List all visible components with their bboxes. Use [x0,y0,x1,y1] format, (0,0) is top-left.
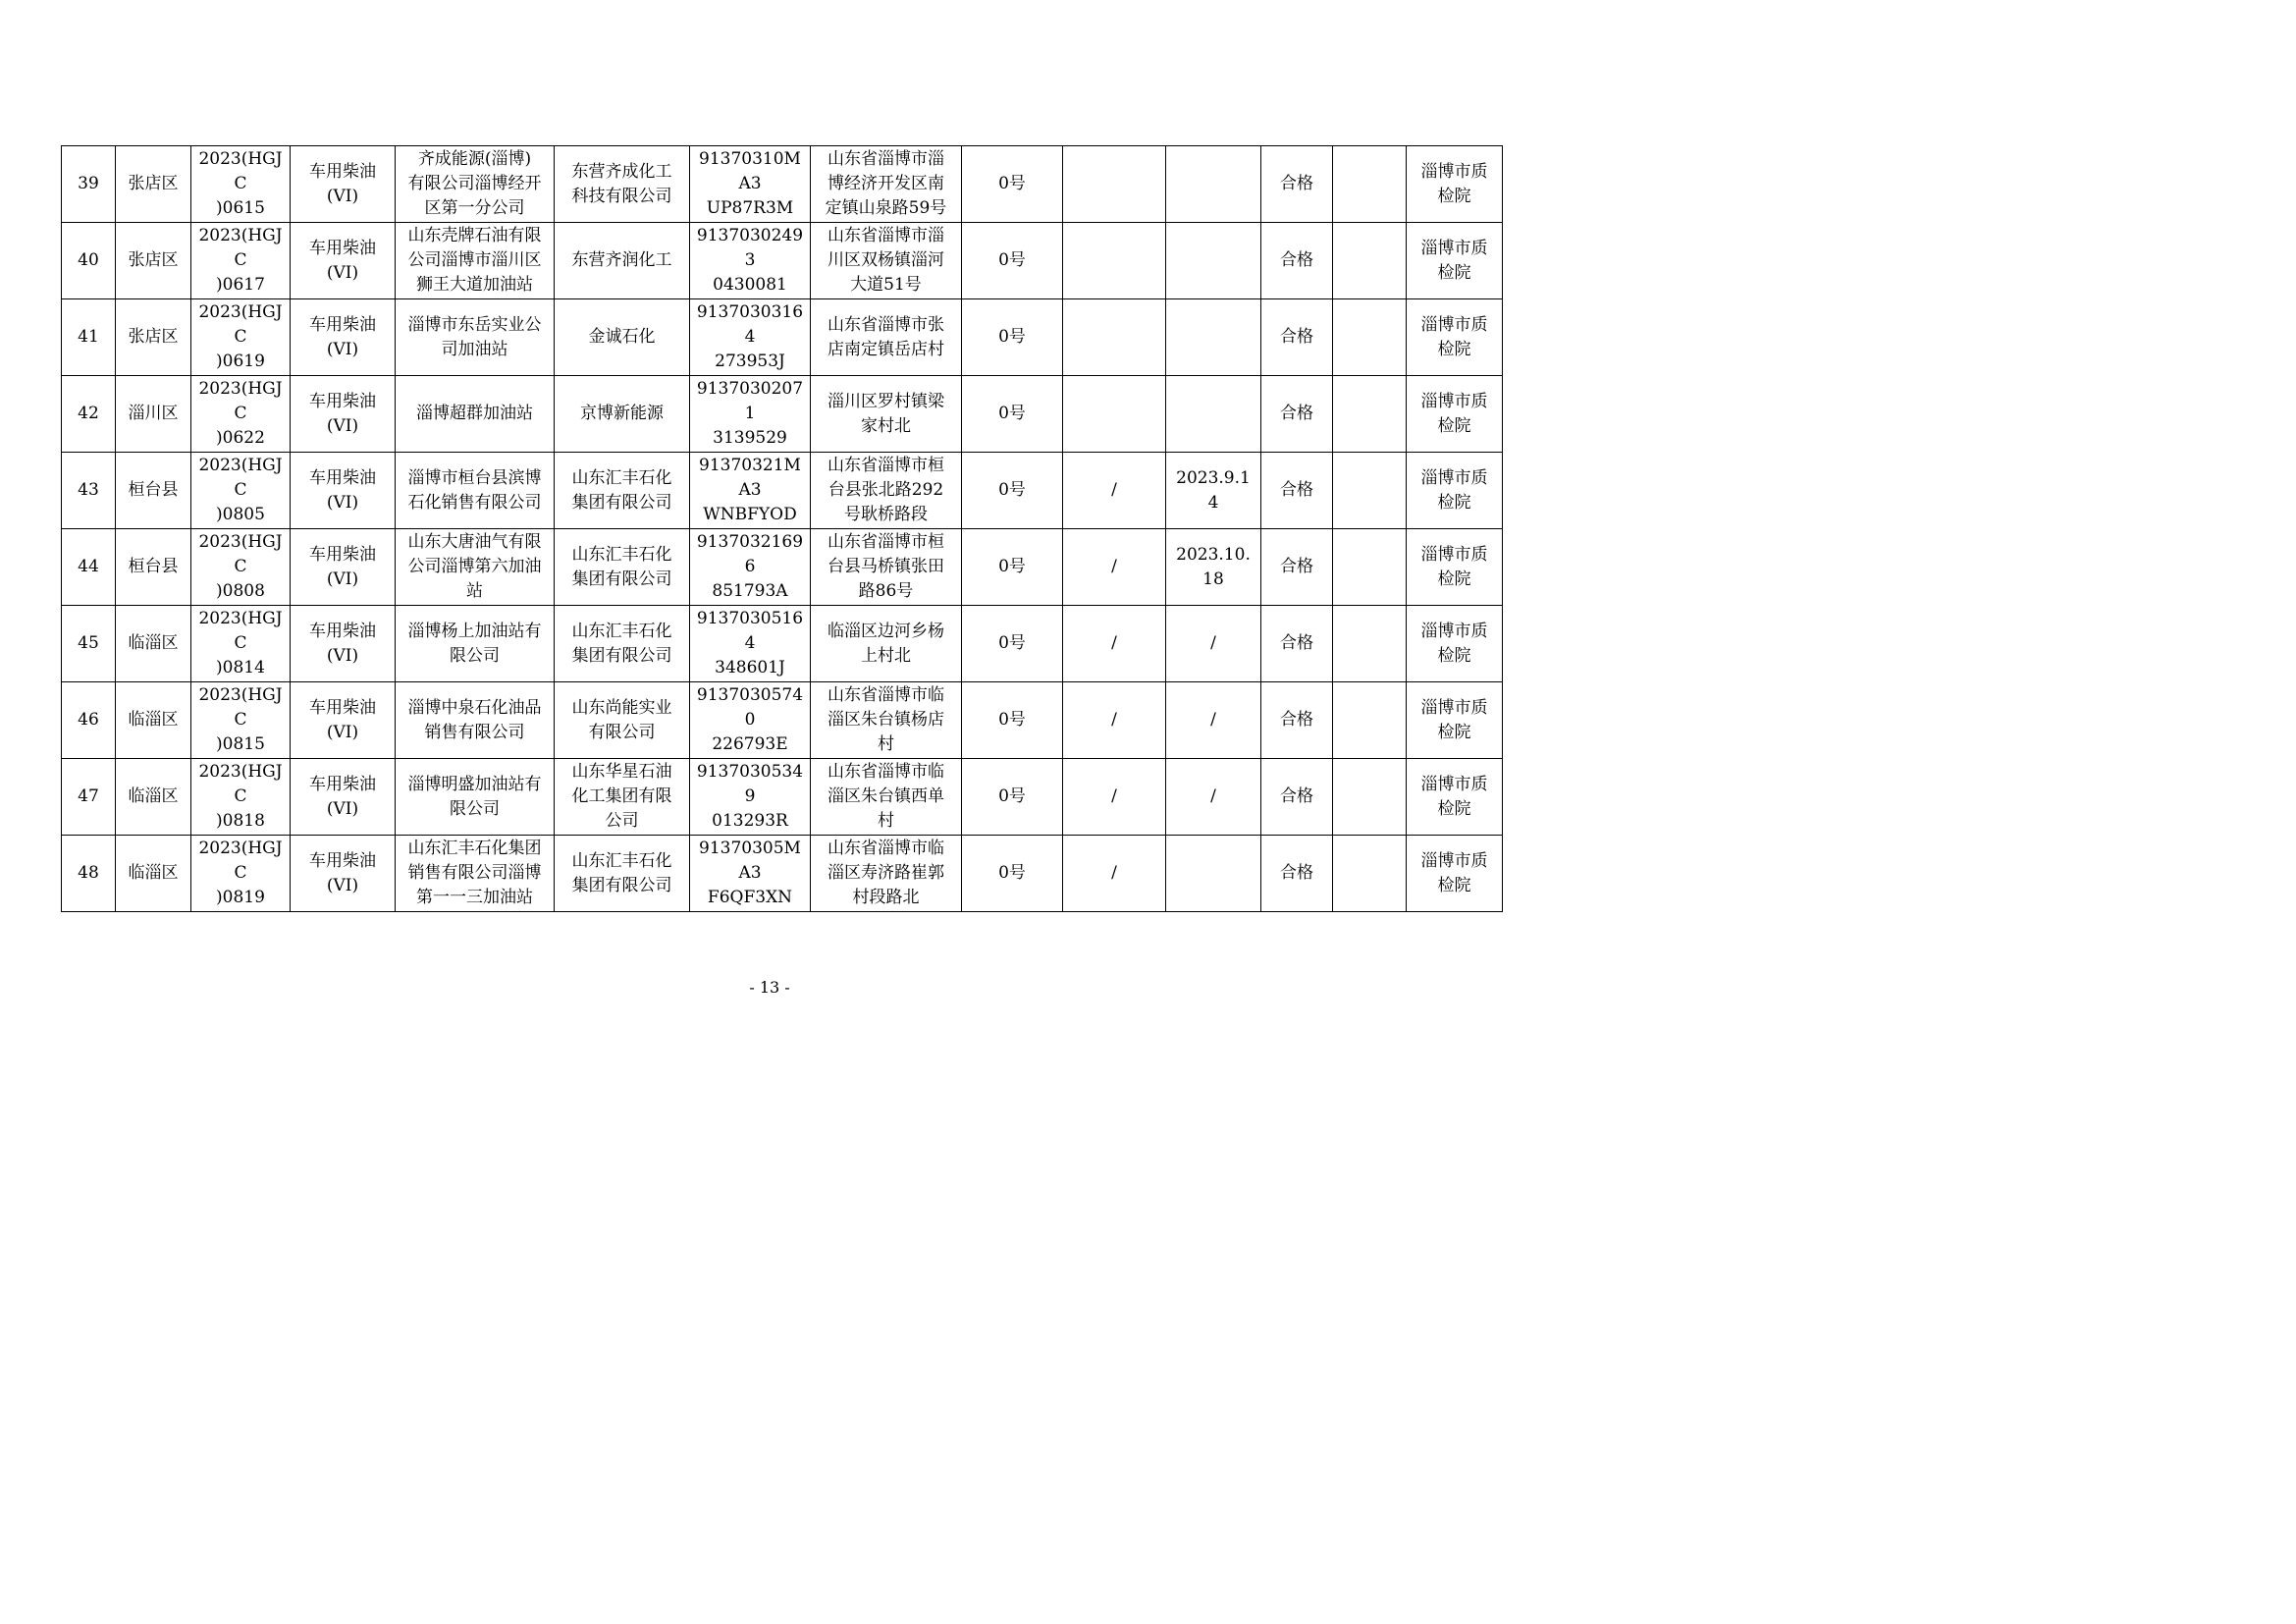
row-number-cell: 47 [62,759,116,836]
district-cell: 临淄区 [116,606,191,682]
sample-id-cell: 2023(HGJC )0808 [191,529,291,606]
table-row [62,606,1503,682]
production-date-cell: / [1166,682,1261,759]
trademark-cell: / [1063,453,1166,529]
row-number-cell: 43 [62,453,116,529]
inspection-agency-cell: 淄博市质 检院 [1407,836,1503,912]
district-cell: 临淄区 [116,682,191,759]
row-number-cell: 42 [62,376,116,453]
product-name-cell: 车用柴油 (VI) [291,529,396,606]
credit-code-cell: 91370305164 348601J [690,606,811,682]
production-date-cell: / [1166,759,1261,836]
district-cell: 张店区 [116,223,191,299]
inspection-agency-cell: 淄博市质 检院 [1407,529,1503,606]
trademark-cell: / [1063,606,1166,682]
inspection-agency-cell: 淄博市质 检院 [1407,759,1503,836]
sampled-entity-cell: 淄博超群加油站 [396,376,555,453]
product-name-cell: 车用柴油 (VI) [291,146,396,223]
credit-code-cell: 91370303164 273953J [690,299,811,376]
remark-cell [1333,606,1407,682]
address-cell: 山东省淄博市淄 博经济开发区南 定镇山泉路59号 [811,146,962,223]
grade-cell: 0号 [962,682,1063,759]
producer-cell: 山东尚能实业 有限公司 [555,682,690,759]
sample-id-cell: 2023(HGJC )0814 [191,606,291,682]
page-number: - 13 - [749,978,790,997]
address-cell: 淄川区罗村镇梁 家村北 [811,376,962,453]
sampled-entity-cell: 齐成能源(淄博) 有限公司淄博经开 区第一分公司 [396,146,555,223]
production-date-cell [1166,146,1261,223]
producer-cell: 京博新能源 [555,376,690,453]
row-number-cell: 41 [62,299,116,376]
production-date-cell [1166,299,1261,376]
production-date-cell [1166,223,1261,299]
sampled-entity-cell: 淄博杨上加油站有 限公司 [396,606,555,682]
producer-cell: 山东汇丰石化 集团有限公司 [555,606,690,682]
producer-cell: 金诚石化 [555,299,690,376]
row-number-cell: 45 [62,606,116,682]
table-body [62,146,1503,912]
row-number-cell: 40 [62,223,116,299]
producer-cell: 山东汇丰石化 集团有限公司 [555,529,690,606]
sample-id-cell: 2023(HGJC )0815 [191,682,291,759]
remark-cell [1333,146,1407,223]
inspection-agency-cell: 淄博市质 检院 [1407,682,1503,759]
credit-code-cell: 91370302071 3139529 [690,376,811,453]
product-name-cell: 车用柴油 (VI) [291,376,396,453]
result-cell: 合格 [1261,606,1333,682]
sampled-entity-cell: 淄博明盛加油站有 限公司 [396,759,555,836]
remark-cell [1333,299,1407,376]
address-cell: 山东省淄博市临 淄区朱台镇西单 村 [811,759,962,836]
result-cell: 合格 [1261,376,1333,453]
table-row [62,759,1503,836]
address-cell: 山东省淄博市淄 川区双杨镇淄河 大道51号 [811,223,962,299]
grade-cell: 0号 [962,606,1063,682]
table-row [62,836,1503,912]
trademark-cell [1063,376,1166,453]
result-cell: 合格 [1261,759,1333,836]
product-name-cell: 车用柴油 (VI) [291,759,396,836]
table-row [62,376,1503,453]
inspection-agency-cell: 淄博市质 检院 [1407,146,1503,223]
row-number-cell: 44 [62,529,116,606]
address-cell: 山东省淄博市临 淄区寿济路崔郭 村段路北 [811,836,962,912]
sample-id-cell: 2023(HGJC )0622 [191,376,291,453]
production-date-cell: / [1166,606,1261,682]
inspection-agency-cell: 淄博市质 检院 [1407,223,1503,299]
result-cell: 合格 [1261,529,1333,606]
product-name-cell: 车用柴油 (VI) [291,223,396,299]
sampling-results-table [61,145,1503,912]
table-row [62,299,1503,376]
product-name-cell: 车用柴油 (VI) [291,682,396,759]
sample-id-cell: 2023(HGJC )0615 [191,146,291,223]
sampled-entity-cell: 山东大唐油气有限 公司淄博第六加油 站 [396,529,555,606]
sampled-entity-cell: 山东汇丰石化集团 销售有限公司淄博 第一一三加油站 [396,836,555,912]
address-cell: 临淄区边河乡杨 上村北 [811,606,962,682]
result-cell: 合格 [1261,453,1333,529]
grade-cell: 0号 [962,146,1063,223]
district-cell: 张店区 [116,299,191,376]
table-row [62,146,1503,223]
sampled-entity-cell: 淄博中泉石化油品 销售有限公司 [396,682,555,759]
grade-cell: 0号 [962,453,1063,529]
remark-cell [1333,223,1407,299]
sampled-entity-cell: 山东壳牌石油有限 公司淄博市淄川区 狮王大道加油站 [396,223,555,299]
trademark-cell: / [1063,529,1166,606]
remark-cell [1333,836,1407,912]
grade-cell: 0号 [962,223,1063,299]
sampled-entity-cell: 淄博市桓台县滨博 石化销售有限公司 [396,453,555,529]
address-cell: 山东省淄博市桓 台县马桥镇张田 路86号 [811,529,962,606]
producer-cell: 东营齐成化工 科技有限公司 [555,146,690,223]
inspection-agency-cell: 淄博市质 检院 [1407,606,1503,682]
producer-cell: 山东华星石油 化工集团有限 公司 [555,759,690,836]
district-cell: 桓台县 [116,529,191,606]
credit-code-cell: 91370321696 851793A [690,529,811,606]
table-row [62,529,1503,606]
producer-cell: 山东汇丰石化 集团有限公司 [555,453,690,529]
remark-cell [1333,376,1407,453]
sample-id-cell: 2023(HGJC )0818 [191,759,291,836]
table-row [62,223,1503,299]
row-number-cell: 39 [62,146,116,223]
district-cell: 张店区 [116,146,191,223]
remark-cell [1333,453,1407,529]
grade-cell: 0号 [962,759,1063,836]
table-row [62,682,1503,759]
grade-cell: 0号 [962,299,1063,376]
address-cell: 山东省淄博市桓 台县张北路292 号耿桥路段 [811,453,962,529]
district-cell: 淄川区 [116,376,191,453]
production-date-cell: 2023.9.1 4 [1166,453,1261,529]
row-number-cell: 46 [62,682,116,759]
credit-code-cell: 91370305349 013293R [690,759,811,836]
address-cell: 山东省淄博市临 淄区朱台镇杨店 村 [811,682,962,759]
product-name-cell: 车用柴油 (VI) [291,299,396,376]
production-date-cell: 2023.10. 18 [1166,529,1261,606]
sample-id-cell: 2023(HGJC )0617 [191,223,291,299]
credit-code-cell: 91370302493 0430081 [690,223,811,299]
inspection-agency-cell: 淄博市质 检院 [1407,376,1503,453]
result-cell: 合格 [1261,682,1333,759]
grade-cell: 0号 [962,376,1063,453]
inspection-agency-cell: 淄博市质 检院 [1407,453,1503,529]
result-cell: 合格 [1261,836,1333,912]
credit-code-cell: 91370305740 226793E [690,682,811,759]
credit-code-cell: 91370321MA3 WNBFYOD [690,453,811,529]
address-cell: 山东省淄博市张 店南定镇岳店村 [811,299,962,376]
sampled-entity-cell: 淄博市东岳实业公 司加油站 [396,299,555,376]
trademark-cell [1063,223,1166,299]
result-cell: 合格 [1261,146,1333,223]
sample-id-cell: 2023(HGJC )0805 [191,453,291,529]
table-row [62,453,1503,529]
grade-cell: 0号 [962,529,1063,606]
result-cell: 合格 [1261,299,1333,376]
product-name-cell: 车用柴油 (VI) [291,453,396,529]
inspection-agency-cell: 淄博市质 检院 [1407,299,1503,376]
remark-cell [1333,759,1407,836]
production-date-cell [1166,376,1261,453]
result-cell: 合格 [1261,223,1333,299]
remark-cell [1333,682,1407,759]
district-cell: 临淄区 [116,759,191,836]
trademark-cell [1063,146,1166,223]
producer-cell: 东营齐润化工 [555,223,690,299]
sample-id-cell: 2023(HGJC )0619 [191,299,291,376]
district-cell: 临淄区 [116,836,191,912]
remark-cell [1333,529,1407,606]
sample-id-cell: 2023(HGJC )0819 [191,836,291,912]
credit-code-cell: 91370305MA3 F6QF3XN [690,836,811,912]
trademark-cell: / [1063,682,1166,759]
grade-cell: 0号 [962,836,1063,912]
production-date-cell [1166,836,1261,912]
trademark-cell [1063,299,1166,376]
credit-code-cell: 91370310MA3 UP87R3M [690,146,811,223]
trademark-cell: / [1063,759,1166,836]
district-cell: 桓台县 [116,453,191,529]
producer-cell: 山东汇丰石化 集团有限公司 [555,836,690,912]
product-name-cell: 车用柴油 (VI) [291,606,396,682]
product-name-cell: 车用柴油 (VI) [291,836,396,912]
row-number-cell: 48 [62,836,116,912]
trademark-cell: / [1063,836,1166,912]
